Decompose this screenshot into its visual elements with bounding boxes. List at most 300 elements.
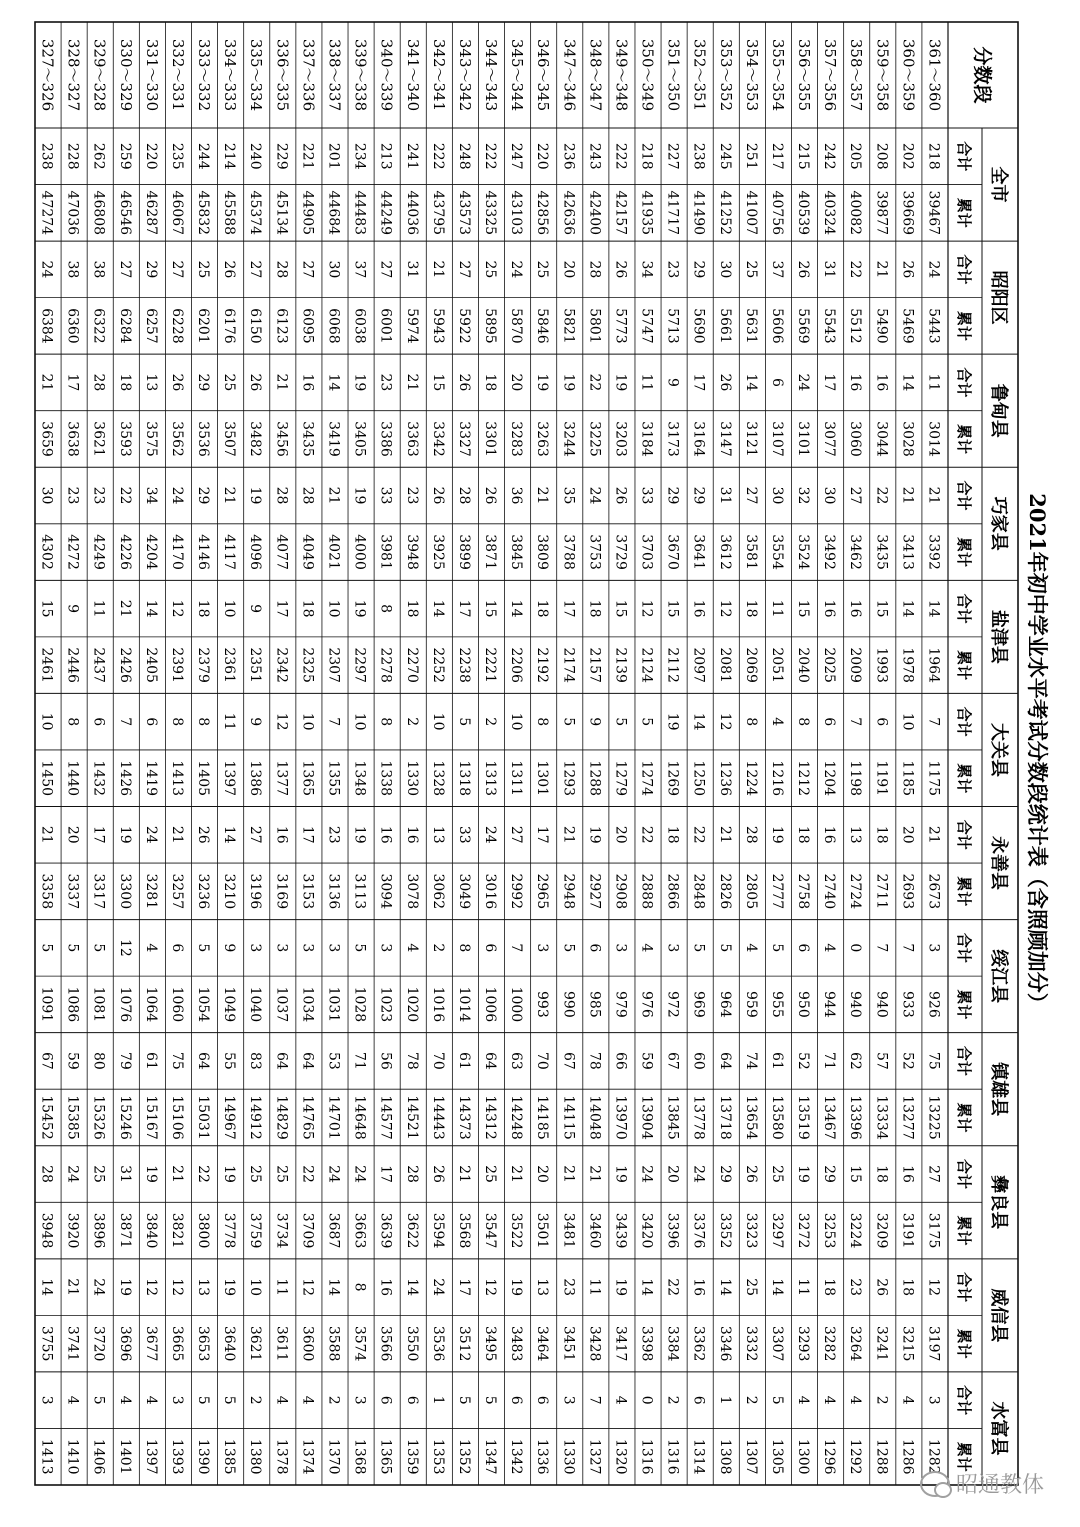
cumulative-cell: 1993 [873, 647, 890, 683]
cumulative-cell: 1301 [534, 760, 551, 797]
count-cell: 27 [508, 825, 525, 844]
cumulative-cell: 1064 [142, 986, 159, 1023]
count-cell: 21 [116, 599, 133, 618]
cumulative-cell: 43325 [482, 190, 498, 236]
count-cell: 17 [64, 373, 81, 392]
count-cell: 18 [873, 1165, 890, 1183]
count-cell: 18 [586, 599, 603, 618]
count-cell: 28 [403, 1165, 420, 1183]
cumulative-cell: 3332 [742, 1325, 759, 1362]
cumulative-cell: 979 [612, 991, 629, 1018]
cumulative-cell: 46808 [90, 190, 107, 236]
count-cell: 7 [847, 717, 864, 727]
count-cell: 22 [638, 825, 655, 844]
count-cell: 23 [664, 260, 681, 279]
count-cell: 205 [847, 142, 864, 170]
cumulative-cell: 6068 [325, 308, 342, 344]
count-cell: 25 [534, 260, 551, 279]
count-cell: 29 [195, 373, 212, 392]
count-cell: 70 [429, 1052, 446, 1070]
cumulative-cell: 2908 [612, 873, 629, 910]
cumulative-cell: 1397 [142, 1438, 159, 1475]
count-cell: 23 [90, 486, 107, 505]
cumulative-cell: 2221 [482, 647, 498, 683]
count-cell: 5 [38, 943, 55, 953]
cumulative-cell: 42157 [612, 190, 629, 236]
count-cell: 10 [899, 712, 916, 731]
cumulative-cell: 3241 [873, 1325, 890, 1362]
cumulative-cell: 3077 [821, 421, 838, 457]
cumulative-cell: 5631 [742, 308, 759, 344]
count-cell: 6 [795, 943, 812, 953]
count-cell: 16 [873, 373, 890, 392]
count-cell: 8 [377, 604, 394, 614]
cumulative-cell: 1406 [90, 1438, 107, 1475]
cumulative-cell: 1236 [716, 760, 733, 797]
count-cell: 22 [586, 373, 603, 392]
count-cell: 18 [299, 599, 316, 618]
count-cell: 5 [560, 943, 577, 953]
cumulative-cell: 5490 [873, 308, 890, 344]
cumulative-cell: 1006 [482, 986, 498, 1023]
count-cell: 3 [168, 1395, 185, 1405]
count-cell: 3 [612, 943, 629, 953]
cumulative-cell: 1978 [899, 647, 916, 683]
cumulative-cell: 3612 [716, 534, 733, 570]
count-cell: 14 [899, 599, 916, 618]
subtotal-header: 合计 [955, 1385, 973, 1416]
count-cell: 14 [742, 373, 759, 392]
cumulative-cell: 2927 [586, 873, 603, 910]
count-cell: 70 [534, 1052, 551, 1070]
cumulative-cell: 1020 [403, 986, 420, 1023]
count-cell: 2 [403, 717, 420, 727]
cumulative-cell: 2777 [768, 873, 785, 910]
cumulative-cell: 44036 [403, 190, 420, 236]
count-cell: 19 [586, 825, 603, 844]
count-cell: 6 [168, 943, 185, 953]
subtotal-header: 合计 [955, 254, 973, 285]
count-cell: 29 [142, 260, 159, 279]
cumulative-cell: 6150 [247, 308, 264, 344]
cumulative-cell: 15452 [38, 1095, 55, 1140]
count-cell: 208 [873, 142, 890, 170]
cumulative-cell: 3788 [560, 534, 577, 570]
cumulative-cell: 3016 [482, 873, 498, 910]
count-cell: 61 [142, 1052, 159, 1070]
cumulative-cell: 990 [560, 991, 577, 1018]
count-cell: 17 [455, 1278, 472, 1297]
count-cell: 20 [664, 1165, 681, 1183]
cumulative-cell: 3173 [664, 421, 681, 457]
count-cell: 26 [429, 486, 446, 505]
score-segment-cell: 334～333 [221, 38, 240, 112]
cumulative-cell: 3720 [90, 1325, 107, 1362]
cumulative-cell: 3481 [560, 1212, 577, 1249]
cumulative-cell: 3588 [325, 1325, 342, 1362]
count-cell: 28 [742, 825, 759, 844]
count-cell: 4 [847, 1395, 864, 1405]
cumulative-cell: 46546 [116, 190, 133, 236]
cumulative-cell: 3386 [377, 421, 394, 457]
cumulative-cell: 2711 [873, 873, 890, 910]
count-cell: 30 [821, 486, 838, 505]
cumulative-cell: 2888 [638, 873, 655, 910]
score-segment-cell: 340～339 [377, 38, 396, 112]
count-cell: 222 [429, 142, 446, 170]
cumulative-cell: 3663 [351, 1212, 368, 1249]
cumulative-cell: 5713 [664, 308, 681, 344]
count-cell: 6 [90, 717, 107, 727]
count-cell: 14 [221, 825, 238, 844]
cumulative-header: 累计 [955, 310, 973, 341]
score-segment-cell: 339～338 [351, 38, 370, 112]
count-cell: 14 [38, 1278, 55, 1297]
cumulative-cell: 4272 [64, 534, 81, 570]
count-cell: 19 [351, 373, 368, 392]
count-cell: 19 [768, 825, 785, 844]
cumulative-cell: 13519 [795, 1095, 812, 1140]
count-cell: 11 [638, 373, 655, 392]
cumulative-cell: 39467 [925, 190, 942, 236]
count-cell: 12 [482, 1278, 498, 1297]
cumulative-cell: 3169 [273, 873, 290, 910]
count-cell: 21 [925, 486, 942, 505]
cumulative-cell: 1390 [195, 1438, 212, 1475]
cumulative-cell: 1307 [742, 1438, 759, 1475]
count-cell: 6 [821, 717, 838, 727]
count-cell: 19 [534, 373, 551, 392]
count-cell: 13 [847, 825, 864, 844]
count-cell: 11 [586, 1278, 603, 1297]
cumulative-cell: 1175 [925, 760, 942, 797]
count-cell: 6 [377, 1395, 394, 1405]
count-cell: 0 [638, 1395, 655, 1405]
count-cell: 14 [508, 599, 525, 618]
subtotal-header: 合计 [955, 1272, 973, 1303]
count-cell: 19 [351, 825, 368, 844]
cumulative-cell: 14765 [299, 1095, 316, 1140]
count-cell: 24 [325, 1165, 342, 1183]
cumulative-cell: 42400 [586, 190, 603, 236]
cumulative-cell: 3203 [612, 421, 629, 457]
count-cell: 17 [690, 373, 707, 392]
count-cell: 27 [742, 486, 759, 505]
cumulative-cell: 1288 [873, 1438, 890, 1475]
cumulative-cell: 1286 [899, 1438, 916, 1475]
count-cell: 7 [325, 717, 342, 727]
count-cell: 24 [351, 1165, 368, 1183]
count-cell: 71 [821, 1052, 838, 1070]
cumulative-cell: 3376 [690, 1212, 707, 1249]
count-cell: 21 [168, 825, 185, 844]
score-segment-cell: 347～346 [560, 38, 579, 112]
count-cell: 67 [664, 1052, 681, 1070]
cumulative-cell: 14912 [247, 1095, 264, 1140]
count-cell: 26 [742, 1165, 759, 1183]
cumulative-cell: 3670 [664, 534, 681, 570]
count-cell: 15 [429, 373, 446, 392]
region-header: 永善县 [988, 836, 1009, 891]
cumulative-cell: 2097 [690, 647, 707, 683]
cumulative-cell: 44249 [377, 190, 394, 236]
count-cell: 15 [38, 599, 55, 618]
cumulative-cell: 40756 [768, 190, 785, 236]
count-cell: 19 [795, 1165, 812, 1183]
cumulative-cell: 15246 [116, 1095, 133, 1140]
cumulative-cell: 13845 [664, 1095, 681, 1140]
cumulative-cell: 1185 [899, 760, 916, 797]
cumulative-cell: 6201 [195, 308, 212, 344]
count-cell: 17 [455, 599, 472, 618]
cumulative-cell: 15385 [64, 1095, 81, 1140]
cumulative-cell: 3283 [508, 421, 525, 457]
subtotal-header: 合计 [955, 1159, 973, 1190]
count-cell: 220 [142, 142, 159, 170]
count-cell: 18 [899, 1278, 916, 1297]
count-cell: 4 [403, 943, 420, 953]
cumulative-cell: 3524 [795, 534, 812, 570]
cumulative-cell: 13277 [899, 1095, 916, 1140]
cumulative-cell: 1365 [299, 760, 316, 797]
cumulative-cell: 2826 [716, 873, 733, 910]
count-cell: 21 [38, 373, 55, 392]
count-cell: 56 [377, 1052, 394, 1070]
cumulative-cell: 950 [795, 991, 812, 1018]
cumulative-cell: 15326 [90, 1095, 107, 1140]
cumulative-cell: 3948 [403, 534, 420, 570]
count-cell: 10 [508, 712, 525, 731]
cumulative-cell: 3451 [560, 1325, 577, 1362]
cumulative-cell: 4302 [38, 534, 55, 570]
count-cell: 13 [142, 373, 159, 392]
cumulative-cell: 1274 [638, 760, 655, 797]
cumulative-cell: 1076 [116, 986, 133, 1023]
count-cell: 2 [429, 943, 446, 953]
cumulative-cell: 3581 [742, 534, 759, 570]
count-cell: 30 [325, 260, 342, 279]
count-cell: 235 [168, 142, 185, 170]
count-cell: 215 [795, 142, 812, 170]
cumulative-cell: 1031 [325, 986, 342, 1023]
cumulative-cell: 2724 [847, 873, 864, 910]
count-cell: 6 [586, 943, 603, 953]
cumulative-cell: 42636 [560, 190, 577, 236]
cumulative-cell: 3621 [247, 1325, 264, 1362]
count-cell: 238 [690, 142, 707, 170]
cumulative-cell: 46287 [142, 190, 159, 236]
cumulative-cell: 1314 [690, 1438, 707, 1475]
count-cell: 6 [482, 943, 498, 953]
cumulative-cell: 3460 [586, 1212, 603, 1249]
cumulative-cell: 1393 [168, 1438, 185, 1475]
subtotal-header: 合计 [955, 593, 973, 624]
count-cell: 20 [899, 825, 916, 844]
count-cell: 34 [142, 486, 159, 505]
cumulative-cell: 993 [534, 991, 551, 1018]
cumulative-cell: 3638 [64, 421, 81, 457]
cumulative-cell: 3225 [586, 421, 603, 457]
cumulative-cell: 1250 [690, 760, 707, 797]
count-cell: 12 [142, 1278, 159, 1297]
cumulative-cell: 2112 [664, 647, 681, 683]
count-cell: 29 [690, 260, 707, 279]
cumulative-cell: 2307 [325, 647, 342, 683]
cumulative-cell: 1028 [351, 986, 368, 1023]
count-cell: 8 [64, 717, 81, 727]
cumulative-cell: 3044 [873, 421, 890, 457]
count-cell: 22 [664, 1278, 681, 1297]
count-cell: 3 [273, 943, 290, 953]
count-cell: 222 [612, 142, 629, 170]
cumulative-cell: 2069 [742, 647, 759, 683]
count-cell: 29 [821, 1165, 838, 1183]
count-cell: 17 [534, 825, 551, 844]
count-cell: 262 [90, 142, 107, 170]
count-cell: 7 [873, 943, 890, 953]
count-cell: 26 [168, 373, 185, 392]
cumulative-cell: 3153 [299, 873, 316, 910]
cumulative-cell: 14577 [377, 1095, 394, 1140]
cumulative-cell: 3209 [873, 1212, 890, 1249]
count-cell: 25 [742, 1278, 759, 1297]
count-cell: 19 [612, 1278, 629, 1297]
count-cell: 240 [247, 142, 264, 170]
cumulative-cell: 1269 [664, 760, 681, 797]
cumulative-cell: 1365 [377, 1438, 394, 1475]
count-cell: 12 [638, 599, 655, 618]
cumulative-cell: 3191 [899, 1212, 916, 1249]
count-cell: 26 [873, 1278, 890, 1297]
cumulative-cell: 3896 [90, 1212, 107, 1249]
score-segment-header: 分数段 [971, 46, 993, 104]
count-cell: 214 [221, 142, 238, 170]
cumulative-cell: 3575 [142, 421, 159, 457]
count-cell: 6 [142, 717, 159, 727]
count-cell: 17 [377, 1165, 394, 1183]
count-cell: 32 [795, 486, 812, 505]
cumulative-cell: 3501 [534, 1212, 551, 1249]
region-header: 大关县 [988, 722, 1009, 777]
count-cell: 30 [38, 486, 55, 505]
count-cell: 14 [716, 1278, 733, 1297]
score-segment-cell: 337～336 [299, 38, 318, 112]
cumulative-cell: 3136 [325, 873, 342, 910]
count-cell: 26 [482, 486, 498, 505]
count-cell: 19 [221, 1278, 238, 1297]
count-cell: 3 [664, 943, 681, 953]
count-cell: 4 [768, 717, 785, 727]
count-cell: 14 [325, 373, 342, 392]
count-cell: 4 [273, 1395, 290, 1405]
cumulative-cell: 14521 [403, 1095, 420, 1140]
cumulative-cell: 2157 [586, 647, 603, 683]
cumulative-cell: 4077 [273, 534, 290, 570]
count-cell: 4 [821, 1395, 838, 1405]
count-cell: 9 [664, 377, 681, 387]
cumulative-cell: 1355 [325, 760, 342, 797]
count-cell: 12 [716, 712, 733, 731]
count-cell: 2 [873, 1395, 890, 1405]
count-cell: 23 [64, 486, 81, 505]
cumulative-cell: 1212 [795, 760, 812, 797]
count-cell: 2 [325, 1395, 342, 1405]
count-cell: 6 [508, 1395, 525, 1405]
count-cell: 13 [429, 825, 446, 844]
region-header: 昭阳区 [988, 270, 1009, 325]
cumulative-cell: 964 [716, 991, 733, 1018]
cumulative-cell: 5469 [899, 308, 916, 344]
count-cell: 218 [925, 142, 942, 170]
count-cell: 31 [716, 486, 733, 505]
cumulative-cell: 3317 [90, 873, 107, 910]
cumulative-cell: 3547 [482, 1212, 498, 1249]
cumulative-cell: 3899 [455, 534, 472, 570]
cumulative-cell: 3346 [716, 1325, 733, 1362]
count-cell: 16 [899, 1165, 916, 1183]
count-cell: 19 [351, 486, 368, 505]
count-cell: 23 [377, 373, 394, 392]
count-cell: 16 [299, 373, 316, 392]
count-cell: 12 [273, 712, 290, 731]
count-cell: 64 [273, 1052, 290, 1070]
count-cell: 19 [612, 1165, 629, 1183]
cumulative-cell: 1410 [64, 1438, 81, 1475]
cumulative-cell: 1016 [429, 986, 446, 1023]
count-cell: 222 [482, 142, 498, 170]
count-cell: 3 [247, 943, 264, 953]
cumulative-cell: 1040 [247, 986, 264, 1023]
count-cell: 28 [38, 1165, 55, 1183]
cumulative-cell: 2437 [90, 647, 107, 683]
count-cell: 19 [508, 1278, 525, 1297]
cumulative-cell: 3197 [925, 1325, 942, 1362]
cumulative-cell: 3363 [403, 421, 420, 457]
count-cell: 229 [273, 142, 290, 170]
score-segment-cell: 329～328 [90, 38, 109, 112]
cumulative-cell: 1964 [925, 647, 942, 683]
count-cell: 18 [821, 1278, 838, 1297]
subtotal-header: 合计 [955, 819, 973, 850]
count-cell: 243 [586, 142, 603, 170]
cumulative-cell: 3759 [247, 1212, 264, 1249]
cumulative-cell: 3028 [899, 421, 916, 457]
cumulative-cell: 1336 [534, 1438, 551, 1475]
count-cell: 5 [716, 943, 733, 953]
count-cell: 3 [925, 943, 942, 953]
count-cell: 52 [795, 1052, 812, 1070]
count-cell: 24 [429, 1278, 446, 1297]
cumulative-cell: 3734 [273, 1212, 290, 1249]
count-cell: 30 [716, 260, 733, 279]
cumulative-cell: 3384 [664, 1325, 681, 1362]
cumulative-cell: 3307 [768, 1325, 785, 1362]
cumulative-cell: 3778 [221, 1212, 238, 1249]
cumulative-cell: 1374 [299, 1438, 316, 1475]
count-cell: 5 [482, 1395, 498, 1405]
cumulative-cell: 3301 [482, 421, 498, 457]
cumulative-cell: 14443 [429, 1095, 446, 1140]
cumulative-cell: 3419 [325, 421, 342, 457]
score-segment-cell: 330～329 [116, 38, 135, 112]
score-segment-cell: 344～343 [482, 38, 500, 112]
count-cell: 11 [795, 1278, 812, 1297]
cumulative-cell: 1204 [821, 760, 838, 797]
count-cell: 19 [247, 486, 264, 505]
cumulative-cell: 4146 [195, 534, 212, 570]
cumulative-cell: 3622 [403, 1212, 420, 1249]
count-cell: 2 [664, 1395, 681, 1405]
